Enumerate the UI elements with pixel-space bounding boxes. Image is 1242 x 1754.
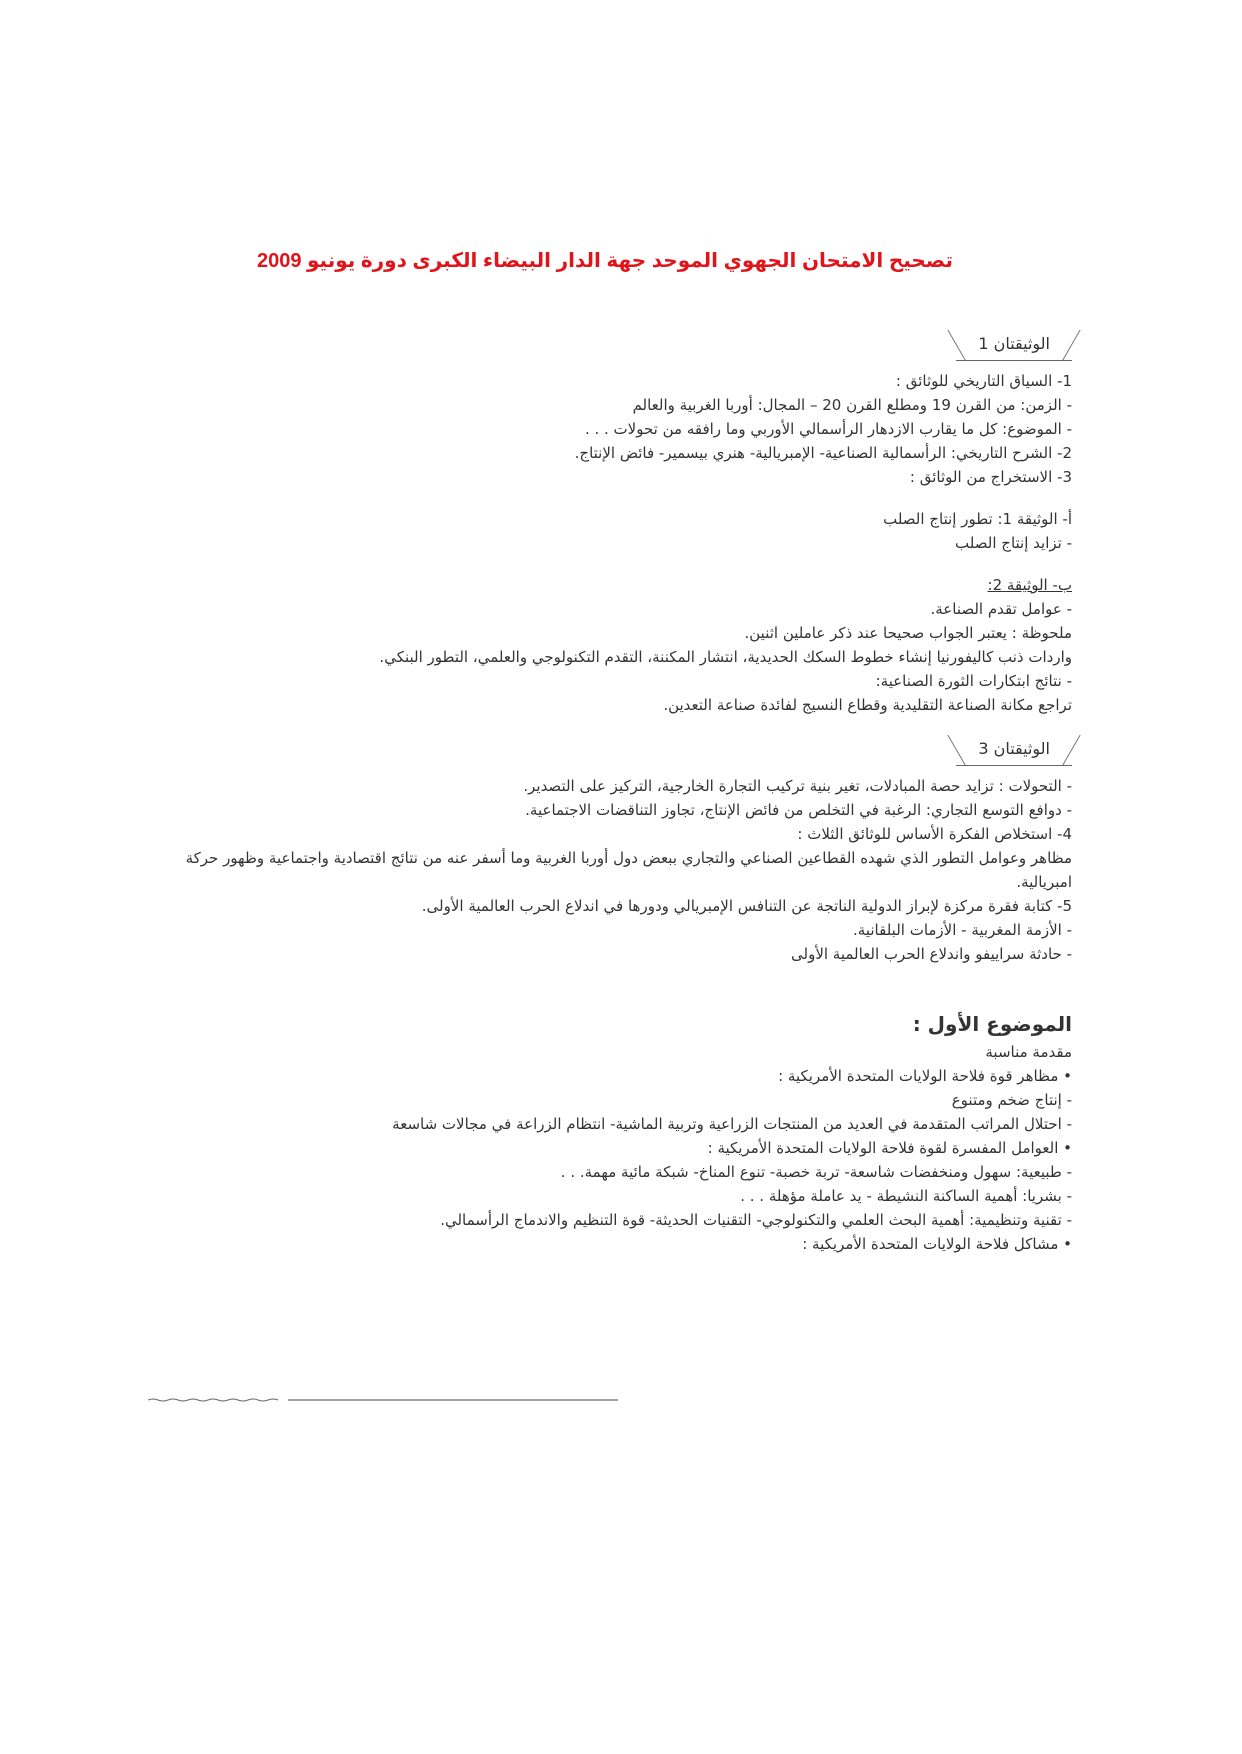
doc2-heading: ب- الوثيقة 2: <box>987 576 1072 594</box>
text-line: مقدمة مناسبة <box>985 1043 1072 1061</box>
text-line: - الزمن: من القرن 19 ومطلع القرن 20 – المجال: أوربا الغربية والعالم <box>632 396 1072 414</box>
text-paragraph: مظاهر وعوامل التطور الذي شهده القطاعين الصناعي والتجاري ببعض دول أوربا الغربية وما أسفر عنه من نتائج اقتصادية واجتماعية وظهور حركة امبريالية. <box>185 849 1072 891</box>
scanned-content <box>142 330 1072 1256</box>
text-line: 2- الشرح التاريخي: الرأسمالية الصناعية- الإمبريالية- هنري بيسمير- فائض الإنتاج. <box>574 444 1072 462</box>
scan-artifact-line <box>148 1397 618 1403</box>
section-label-doc1: الوثيقتان 1 <box>956 330 1072 361</box>
text-line: - إنتاج ضخم ومتنوع <box>951 1091 1072 1109</box>
text-line: - عوامل تقدم الصناعة. <box>930 600 1072 618</box>
text-line: 3- الاستخراج من الوثائق : <box>909 468 1072 486</box>
section-label-doc3: الوثيقتان 3 <box>956 735 1072 766</box>
text-line: تراجع مكانة الصناعة التقليدية وقطاع النسيج لفائدة صناعة التعدين. <box>663 696 1072 714</box>
text-line: - تزايد إنتاج الصلب <box>955 534 1072 552</box>
text-line: - دوافع التوسع التجاري: الرغبة في التخلص من فائض الإنتاج، تجاوز التناقضات الاجتماعية. <box>525 801 1072 819</box>
subject-title: الموضوع الأول : <box>912 1012 1072 1036</box>
text-line: 5- كتابة فقرة مركزة لإبراز الدولية الناتجة عن التنافس الإمبريالي ودورها في اندلاع الحرب العالمية الأولى. <box>421 897 1072 915</box>
text-line: ملحوظة : يعتبر الجواب صحيحا عند ذكر عاملين اثنين. <box>744 624 1072 642</box>
text-line: - التحولات : تزايد حصة المبادلات، تغير بنية تركيب التجارة الخارجية، التركيز على التصدير. <box>523 777 1072 795</box>
text-line: 4- استخلاص الفكرة الأساس للوثائق الثلاث : <box>797 825 1072 843</box>
text-line: • مشاكل فلاحة الولايات المتحدة الأمريكية : <box>802 1235 1072 1253</box>
text-line: 1- السياق التاريخي للوثائق : <box>895 372 1072 390</box>
page-title: تصحيح الامتحان الجهوي الموحد جهة الدار البيضاء الكبرى دورة يونيو 2009 <box>256 250 954 272</box>
text-line: - تقنية وتنظيمية: أهمية البحث العلمي والتكنولوجي- التقنيات الحديثة- قوة التنظيم والاندماج الرأسمالي. <box>440 1211 1072 1229</box>
text-line: - الموضوع: كل ما يقارب الازدهار الرأسمالي الأوربي وما رافقه من تحولات . . . <box>584 420 1072 438</box>
text-line: - طبيعية: سهول ومنخفضات شاسعة- تربة خصبة- تنوع المناخ- شبكة مائية مهمة. . . <box>560 1163 1072 1181</box>
text-line: • مظاهر قوة فلاحة الولايات المتحدة الأمريكية : <box>778 1067 1072 1085</box>
doc1-heading: أ- الوثيقة 1: تطور إنتاج الصلب <box>883 510 1072 528</box>
text-line: • العوامل المفسرة لقوة فلاحة الولايات المتحدة الأمريكية : <box>707 1139 1072 1157</box>
text-line: - نتائج ابتكارات الثورة الصناعية: <box>875 672 1072 690</box>
text-line: - بشريا: أهمية الساكنة النشيطة - يد عاملة مؤهلة . . . <box>740 1187 1072 1205</box>
text-line: واردات ذنب كاليفورنيا إنشاء خطوط السكك الحديدية، انتشار المكننة، التقدم التكنولوجي والعلمي، التطور البنكي. <box>379 648 1072 666</box>
text-line: - الأزمة المغربية - الأزمات البلقانية. <box>853 921 1072 939</box>
text-line: - احتلال المراتب المتقدمة في العديد من المنتجات الزراعية وتربية الماشية- انتظام الزراعة في مجالات شاسعة <box>392 1115 1072 1133</box>
text-line: - حادثة سراييفو واندلاع الحرب العالمية الأولى <box>791 945 1072 963</box>
